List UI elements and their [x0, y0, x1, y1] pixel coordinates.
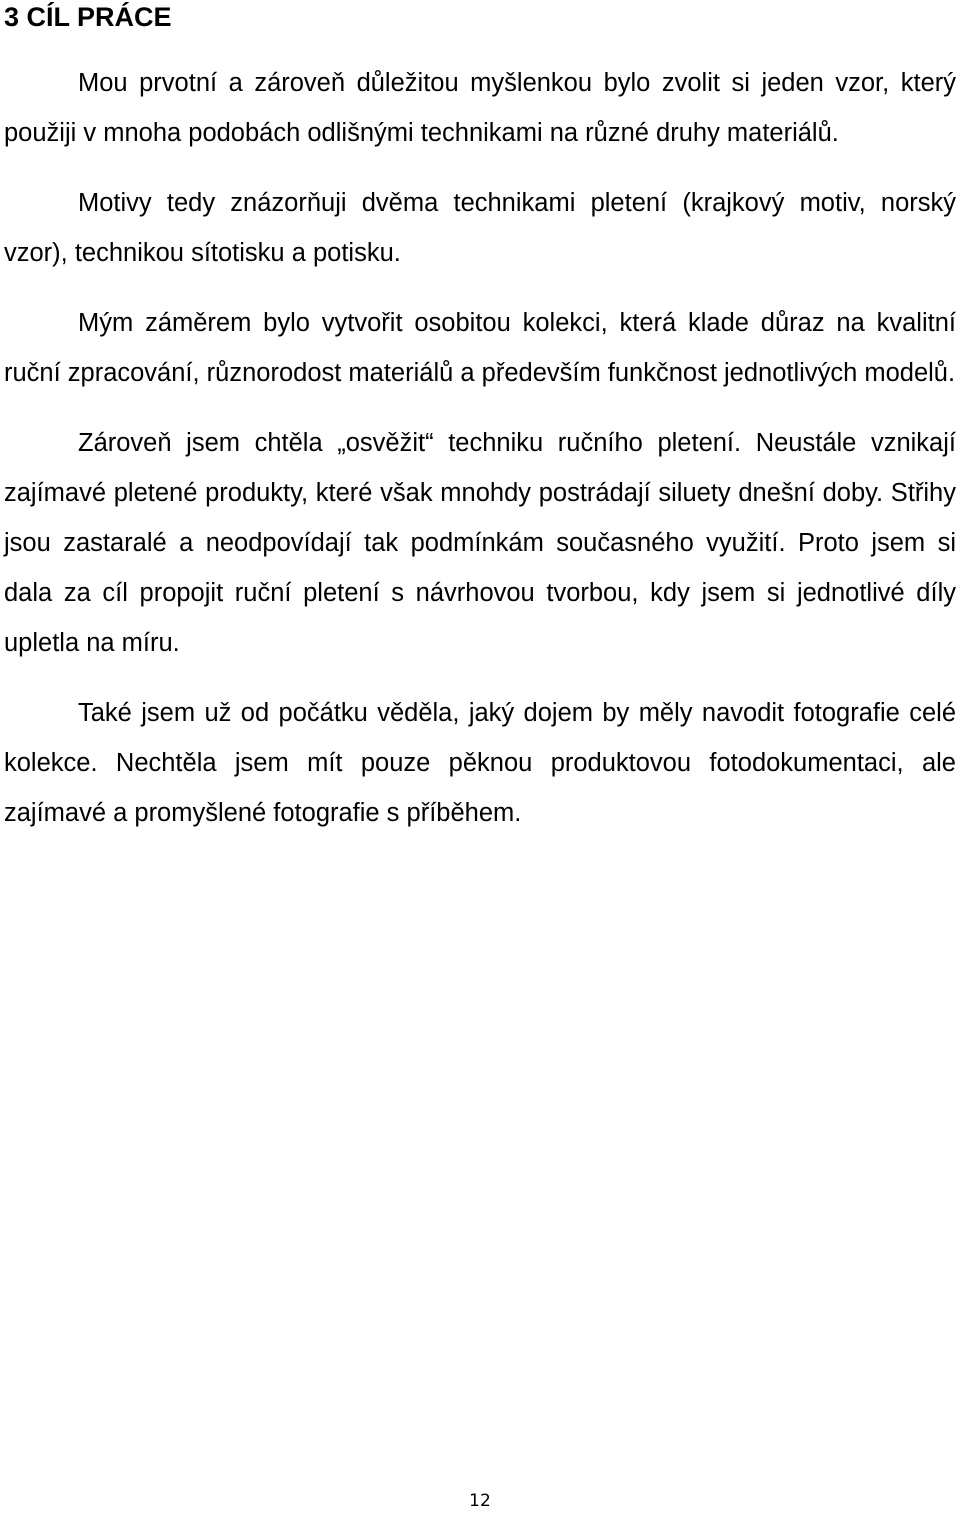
paragraph-4: Zároveň jsem chtěla „osvěžit“ techniku ručního pletení. Neustále vznikají zajímavé pletené produkty, které však mnohdy postrádají siluety dnešní doby. Střihy jsou zastaralé a neodpovídají tak podmínkám současného využití. Proto jsem si dala za cíl propojit ruční pletení s návrhovou tvorbou, kdy jsem si jednotlivé díly upletla na míru.	[4, 429, 956, 657]
page-title: 3 CÍL PRÁCE	[4, 2, 172, 32]
paragraph-5: Také jsem už od počátku věděla, jaký dojem by měly navodit fotografie celé kolekce. Nechtěla jsem mít pouze pěknou produktovou fotodokumentaci, ale zajímavé a promyšlené fotografie s příběhem.	[4, 699, 956, 827]
paragraph-1: Mou prvotní a zároveň důležitou myšlenkou bylo zvolit si jeden vzor, který použiji v mnoha podobách odlišnými technikami na různé druhy materiálů.	[4, 69, 956, 147]
paragraph-3: Mým záměrem bylo vytvořit osobitou kolekci, která klade důraz na kvalitní ruční zpracování, různorodost materiálů a především funkčnost jednotlivých modelů.	[4, 309, 956, 387]
body-text	[4, 58, 956, 858]
paragraph-2: Motivy tedy znázorňuji dvěma technikami pletení (krajkový motiv, norský vzor), technikou sítotisku a potisku.	[4, 189, 956, 267]
page-number: 12	[469, 1491, 491, 1511]
